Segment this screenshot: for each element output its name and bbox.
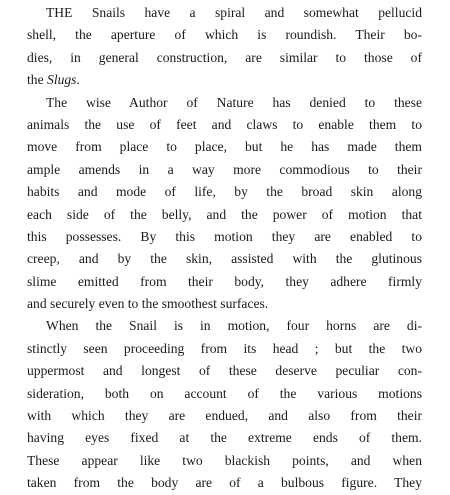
text-line: this possesses. By this motion they are enabled to (27, 228, 422, 244)
text-line: These appear like two blackish points, and when (27, 452, 422, 468)
text-line: with which they are endued, and also from their (27, 408, 422, 424)
text-line: animals the use of feet and claws to enable them to (27, 116, 422, 132)
text-line: habits and mode of life, by the broad skin along (27, 184, 422, 200)
text-line: shell, the aperture of which is roundish. Their bo- (27, 27, 422, 43)
text-line: dies, in general construction, are similar to those of (27, 49, 422, 65)
text-segment: . (76, 72, 80, 88)
text-line: slime emitted from their body, they adhere firmly (27, 273, 422, 289)
text-line: creep, and by the skin, assisted with the glutinous (27, 251, 422, 267)
text-segment: the (27, 72, 48, 88)
text-line: sideration, both on account of the various motions (27, 385, 422, 401)
text-line: When the Snail is in motion, four horns are di- (46, 318, 422, 334)
text-line (27, 69, 422, 91)
text-line: stinctly seen proceeding from its head ; but the two (27, 340, 422, 356)
text-line: uppermost and longest of these deserve peculiar con- (27, 363, 422, 379)
text-line: ample amends in a way more commodious to their (27, 161, 422, 177)
book-page-text (27, 2, 422, 495)
text-line: move from place to place, but he has made them (27, 139, 422, 155)
text-line: having eyes fixed at the extreme ends of them. (27, 430, 422, 446)
italic-term: Slugs (47, 72, 77, 88)
text-line: each side of the belly, and the power of motion that (27, 206, 422, 222)
text-line: The wise Author of Nature has denied to these (46, 94, 422, 110)
text-line: taken from the body are of a bulbous figure. They (27, 475, 422, 491)
text-line: THE Snails have a spiral and somewhat pellucid (46, 5, 422, 20)
text-line: and securely even to the smoothest surfaces. (27, 296, 269, 312)
